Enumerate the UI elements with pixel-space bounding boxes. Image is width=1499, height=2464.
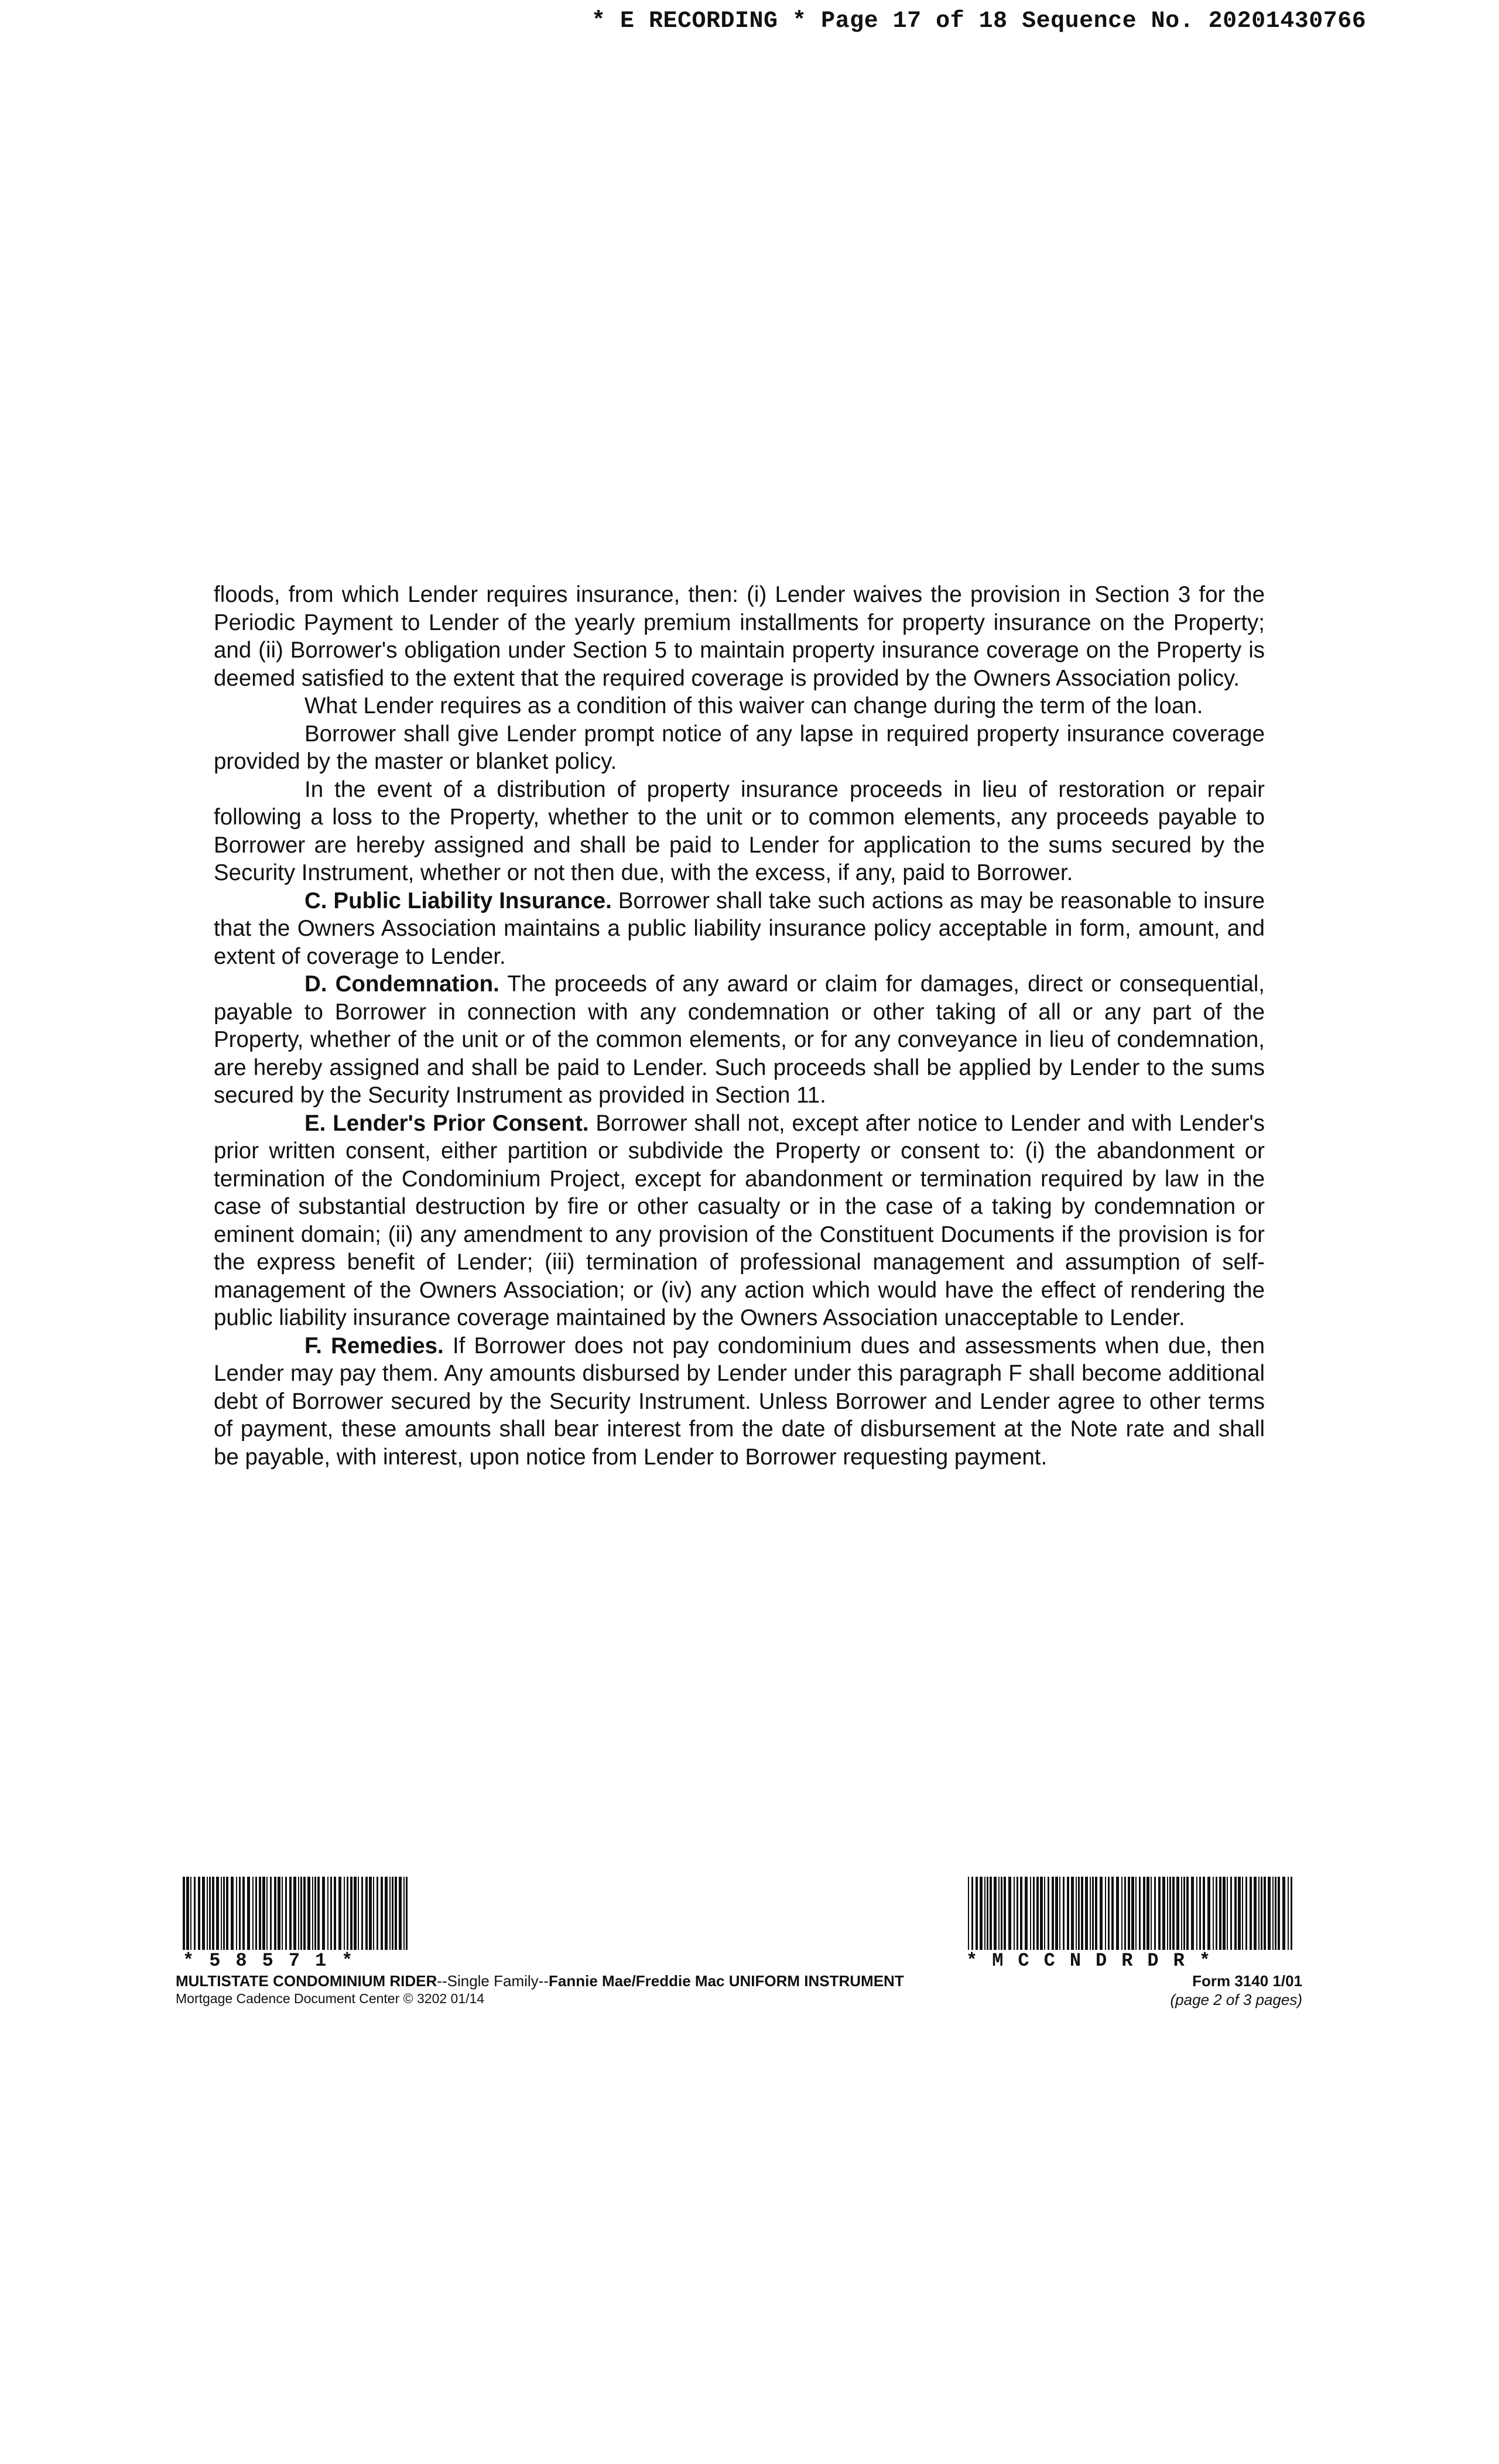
barcode-bar xyxy=(209,1877,211,1950)
barcode-bar xyxy=(266,1877,268,1950)
barcode-bar xyxy=(1261,1877,1262,1950)
barcode-bar xyxy=(212,1877,214,1950)
section-e-heading: E. Lender's Prior Consent. xyxy=(304,1110,589,1136)
barcode-bar xyxy=(381,1877,383,1950)
barcode-bar xyxy=(183,1877,185,1950)
barcode-bar xyxy=(259,1877,261,1950)
barcode-bar xyxy=(1258,1877,1260,1950)
barcode-bar xyxy=(1100,1877,1103,1950)
barcode-bar xyxy=(194,1877,196,1950)
barcode-bar xyxy=(1199,1877,1201,1950)
barcode-bar xyxy=(987,1877,988,1950)
barcode-bar xyxy=(312,1877,313,1950)
barcode-bar xyxy=(1181,1877,1182,1950)
barcode-bar xyxy=(242,1877,245,1950)
barcode-bar xyxy=(1078,1877,1080,1950)
barcode-bar xyxy=(1092,1877,1094,1950)
document-body xyxy=(214,581,1265,1471)
barcode-bar xyxy=(300,1877,302,1950)
section-e-text: Borrower shall not, except after notice to Lender and with Lender's prior written consent, either partition or subdivide the Property or consent to: (i) the abandonment or termination of the Condominium Project, except for abandonment or termination required by law in the case of substantial destruction by fire or other casualty or in the case of a taking by condemnation or eminent domain; (ii) any amendment to any provision of the Constituent Documents if the provision is for the express benefit of Lender; (iii) termination of professional management and assumption of self-management of the Owners Association; or (iv) any action which would have the effect of rendering the public liability insurance coverage maintained by the Owners Association unacceptable to Lender. xyxy=(214,1110,1265,1330)
barcode-bar xyxy=(354,1877,357,1950)
barcode-bar xyxy=(1121,1877,1122,1950)
barcode-bar xyxy=(1128,1877,1130,1950)
barcode-bar xyxy=(1025,1877,1028,1950)
barcode-bar xyxy=(1291,1877,1292,1950)
barcode-bar xyxy=(322,1877,325,1950)
barcode-bar xyxy=(298,1877,299,1950)
barcode-bar xyxy=(1030,1877,1031,1950)
barcode-bar xyxy=(198,1877,200,1950)
barcode-bar xyxy=(994,1877,997,1950)
barcode-bar xyxy=(1227,1877,1228,1950)
barcode-bar xyxy=(270,1877,272,1950)
barcode-bar xyxy=(1282,1877,1285,1950)
barcode-bar xyxy=(1275,1877,1276,1950)
form-title-mid: --Single Family-- xyxy=(437,1972,549,1990)
form-title-tail: Fannie Mae/Freddie Mac UNIFORM INSTRUMENT xyxy=(548,1972,904,1990)
barcode-bar xyxy=(285,1877,287,1950)
section-c-text: Borrower shall take such actions as may be reasonable to insure that the Owners Association maintains a public liability insurance policy acceptable in form, amount, and extent of coverage to Lender. xyxy=(214,888,1265,969)
barcode-bar xyxy=(377,1877,378,1950)
barcode-bar xyxy=(1169,1877,1171,1950)
barcode-bar xyxy=(262,1877,265,1950)
barcode-bar xyxy=(216,1877,219,1950)
barcode-bar xyxy=(1044,1877,1045,1950)
barcode-bar xyxy=(1154,1877,1156,1950)
section-f-text: If Borrower does not pay condominium dues and assessments when due, then Lender may pay them. Any amounts disbursed by Lender under this paragraph F shall become additional debt of Borrower secured by the Security Instrument. Unless Borrower and Lender agree to other terms of payment, these amounts shall bear interest from the date of disbursement at the Note rate and shall be payable, with interest, upon notice from Lender to Borrower requesting payment. xyxy=(214,1333,1265,1470)
barcode-bar xyxy=(1196,1877,1197,1950)
barcode-bar xyxy=(1176,1877,1179,1950)
barcode-bar xyxy=(252,1877,254,1950)
barcode-bar xyxy=(361,1877,363,1950)
barcode-bar xyxy=(278,1877,280,1950)
barcode-bar xyxy=(1139,1877,1141,1950)
barcode-bar xyxy=(350,1877,352,1950)
barcode-bar xyxy=(1052,1877,1054,1950)
barcode-bar xyxy=(1250,1877,1252,1950)
form-title-bold: MULTISTATE CONDOMINIUM RIDER xyxy=(176,1972,437,1990)
section-c xyxy=(214,887,1265,971)
barcode-bar xyxy=(1131,1877,1134,1950)
paragraph-waiver: What Lender requires as a condition of this waiver can change during the term of the loan. xyxy=(304,693,1203,718)
barcode-bar xyxy=(190,1877,191,1950)
barcode-bar xyxy=(406,1877,408,1950)
barcode-bar xyxy=(338,1877,341,1950)
barcode-bar xyxy=(1085,1877,1088,1950)
barcode-bar xyxy=(1067,1877,1069,1950)
barcode-left xyxy=(183,1877,411,1950)
barcode-bar xyxy=(389,1877,391,1950)
barcode-bar xyxy=(1191,1877,1194,1950)
barcode-bar xyxy=(984,1877,985,1950)
barcode-bar xyxy=(1036,1877,1039,1950)
barcode-bar xyxy=(282,1877,283,1950)
barcode-bar xyxy=(1272,1877,1274,1950)
recording-stamp: * E RECORDING * Page 17 of 18 Sequence No. 20201430766 xyxy=(591,8,1367,35)
barcode-bar xyxy=(1234,1877,1237,1950)
barcode-bar xyxy=(221,1877,222,1950)
barcode-bar xyxy=(1116,1877,1119,1950)
barcode-bar xyxy=(1162,1877,1165,1950)
barcode-bar xyxy=(186,1877,189,1950)
paragraph-distribution: In the event of a distribution of property insurance proceeds in lieu of restoration or repair following a loss to the Property, whether to the unit or to common elements, any proceeds payable to Borrower are hereby assigned and shall be paid to Lender for application to the sums secured by the Security Instrument, whether or not then due, with the excess, if any, paid to Borrower. xyxy=(214,776,1265,885)
barcode-bar xyxy=(255,1877,257,1950)
barcode-bar xyxy=(274,1877,276,1950)
barcode-bar xyxy=(334,1877,336,1950)
barcode-bar xyxy=(1095,1877,1097,1950)
barcode-bar xyxy=(1219,1877,1221,1950)
barcode-bar xyxy=(330,1877,332,1950)
barcode-bar xyxy=(980,1877,983,1950)
barcode-bar xyxy=(1004,1877,1006,1950)
barcode-bar xyxy=(1151,1877,1152,1950)
barcode-bar xyxy=(1017,1877,1018,1950)
barcode-bar xyxy=(976,1877,978,1950)
barcode-bar xyxy=(1183,1877,1185,1950)
barcode-bar xyxy=(1186,1877,1189,1950)
barcode-bar xyxy=(1143,1877,1145,1950)
section-f xyxy=(214,1332,1265,1471)
barcode-bar xyxy=(303,1877,306,1950)
barcode-bar xyxy=(1135,1877,1137,1950)
barcode-bar xyxy=(239,1877,241,1950)
paragraph-floods: floods, from which Lender requires insurance, then: (i) Lender waives the provision in Section 3 for the Periodic Payment to Lender of the yearly premium installments for property insurance on the Property; and (ii) Borrower's obligation under Section 5 to maintain property insurance coverage on the Property is deemed satisfied to the extent that the required coverage is provided by the Owners Association policy. xyxy=(214,582,1265,691)
barcode-bar xyxy=(1264,1877,1266,1950)
barcode-bar xyxy=(314,1877,316,1950)
section-d xyxy=(214,970,1265,1110)
barcode-bar xyxy=(289,1877,292,1950)
barcode-bar xyxy=(344,1877,345,1950)
barcode-bar xyxy=(347,1877,348,1950)
barcode-bar xyxy=(1158,1877,1161,1950)
barcode-bar xyxy=(1216,1877,1217,1950)
barcode-bar xyxy=(1001,1877,1002,1950)
barcode-bar xyxy=(1245,1877,1247,1950)
barcode-bar xyxy=(1076,1877,1077,1950)
barcode-bar xyxy=(223,1877,225,1950)
barcode-bar xyxy=(1108,1877,1110,1950)
barcode-bar xyxy=(369,1877,372,1950)
paragraph-lapse-notice: Borrower shall give Lender prompt notice of any lapse in required property insurance coverage provided by the master or blanket policy. xyxy=(214,721,1265,774)
barcode-bar xyxy=(1063,1877,1065,1950)
barcode-bar xyxy=(1167,1877,1168,1950)
barcode-bar xyxy=(1111,1877,1114,1950)
page-info: (page 2 of 3 pages) xyxy=(1170,1991,1302,2008)
section-d-heading: D. Condemnation. xyxy=(304,971,499,997)
barcode-right-caption: *MCCNDRDR* xyxy=(966,1950,1226,1972)
section-d-text: The proceeds of any award or claim for damages, direct or consequential, payable to Borrower in connection with any condemnation or other taking of all or any part of the Property, whether of the unit or of the common elements, or for any conveyance in lieu of condemnation, are hereby assigned and shall be paid to Lender. Such proceeds shall be applied by Lender to the sums secured by the Security Instrument as provided in Section 11. xyxy=(214,971,1265,1108)
barcode-bar xyxy=(395,1877,397,1950)
barcode-bar xyxy=(327,1877,328,1950)
barcode-bar xyxy=(1238,1877,1241,1950)
form-title xyxy=(176,1972,904,1990)
barcode-bar xyxy=(1090,1877,1091,1950)
barcode-bar xyxy=(1124,1877,1126,1950)
barcode-bar xyxy=(1278,1877,1280,1950)
barcode-bar xyxy=(971,1877,973,1950)
barcode-bar xyxy=(1172,1877,1175,1950)
form-number: Form 3140 1/01 xyxy=(1192,1972,1302,1990)
barcode-bar xyxy=(207,1877,208,1950)
barcode-bar xyxy=(307,1877,310,1950)
barcode-bar xyxy=(1008,1877,1011,1950)
barcode-bar xyxy=(1242,1877,1243,1950)
barcode-bar xyxy=(202,1877,205,1950)
barcode-bar xyxy=(231,1877,234,1950)
barcode-left-caption: *58571* xyxy=(183,1950,368,1972)
barcode-bar xyxy=(990,1877,992,1950)
barcode-bar xyxy=(365,1877,368,1950)
barcode-bar xyxy=(226,1877,228,1950)
barcode-bar xyxy=(1105,1877,1106,1950)
barcode-bar xyxy=(1081,1877,1083,1950)
barcode-bar xyxy=(392,1877,393,1950)
barcode-bar xyxy=(1055,1877,1058,1950)
barcode-bar xyxy=(358,1877,359,1950)
section-c-heading: C. Public Liability Insurance. xyxy=(304,888,612,913)
barcode-bar xyxy=(293,1877,296,1950)
barcode-bar xyxy=(1020,1877,1022,1950)
barcode-bar xyxy=(1014,1877,1015,1950)
barcode-bar xyxy=(373,1877,374,1950)
barcode-bar xyxy=(317,1877,320,1950)
barcode-bar xyxy=(1071,1877,1074,1950)
barcode-bar xyxy=(403,1877,405,1950)
barcode-bar xyxy=(1213,1877,1214,1950)
barcode-bar xyxy=(968,1877,969,1950)
barcode-bar xyxy=(1207,1877,1210,1950)
document-center: Mortgage Cadence Document Center © 3202 01/14 xyxy=(176,1991,485,2006)
barcode-right xyxy=(968,1877,1296,1950)
barcode-bar xyxy=(385,1877,388,1950)
barcode-bar xyxy=(998,1877,1000,1950)
barcode-bar xyxy=(247,1877,250,1950)
barcode-bar xyxy=(1230,1877,1232,1950)
barcode-bar xyxy=(1048,1877,1049,1950)
barcode-bar xyxy=(1040,1877,1043,1950)
barcode-bar xyxy=(1288,1877,1289,1950)
barcode-bar xyxy=(236,1877,237,1950)
barcode-bar xyxy=(1223,1877,1226,1950)
barcode-bar xyxy=(1033,1877,1035,1950)
barcode-bar xyxy=(1254,1877,1257,1950)
section-f-heading: F. Remedies. xyxy=(304,1333,444,1358)
barcode-bar xyxy=(1147,1877,1149,1950)
section-e xyxy=(214,1110,1265,1332)
barcode-bar xyxy=(399,1877,402,1950)
barcode-bar xyxy=(1203,1877,1205,1950)
barcode-bar xyxy=(1059,1877,1060,1950)
barcode-bar xyxy=(1268,1877,1271,1950)
